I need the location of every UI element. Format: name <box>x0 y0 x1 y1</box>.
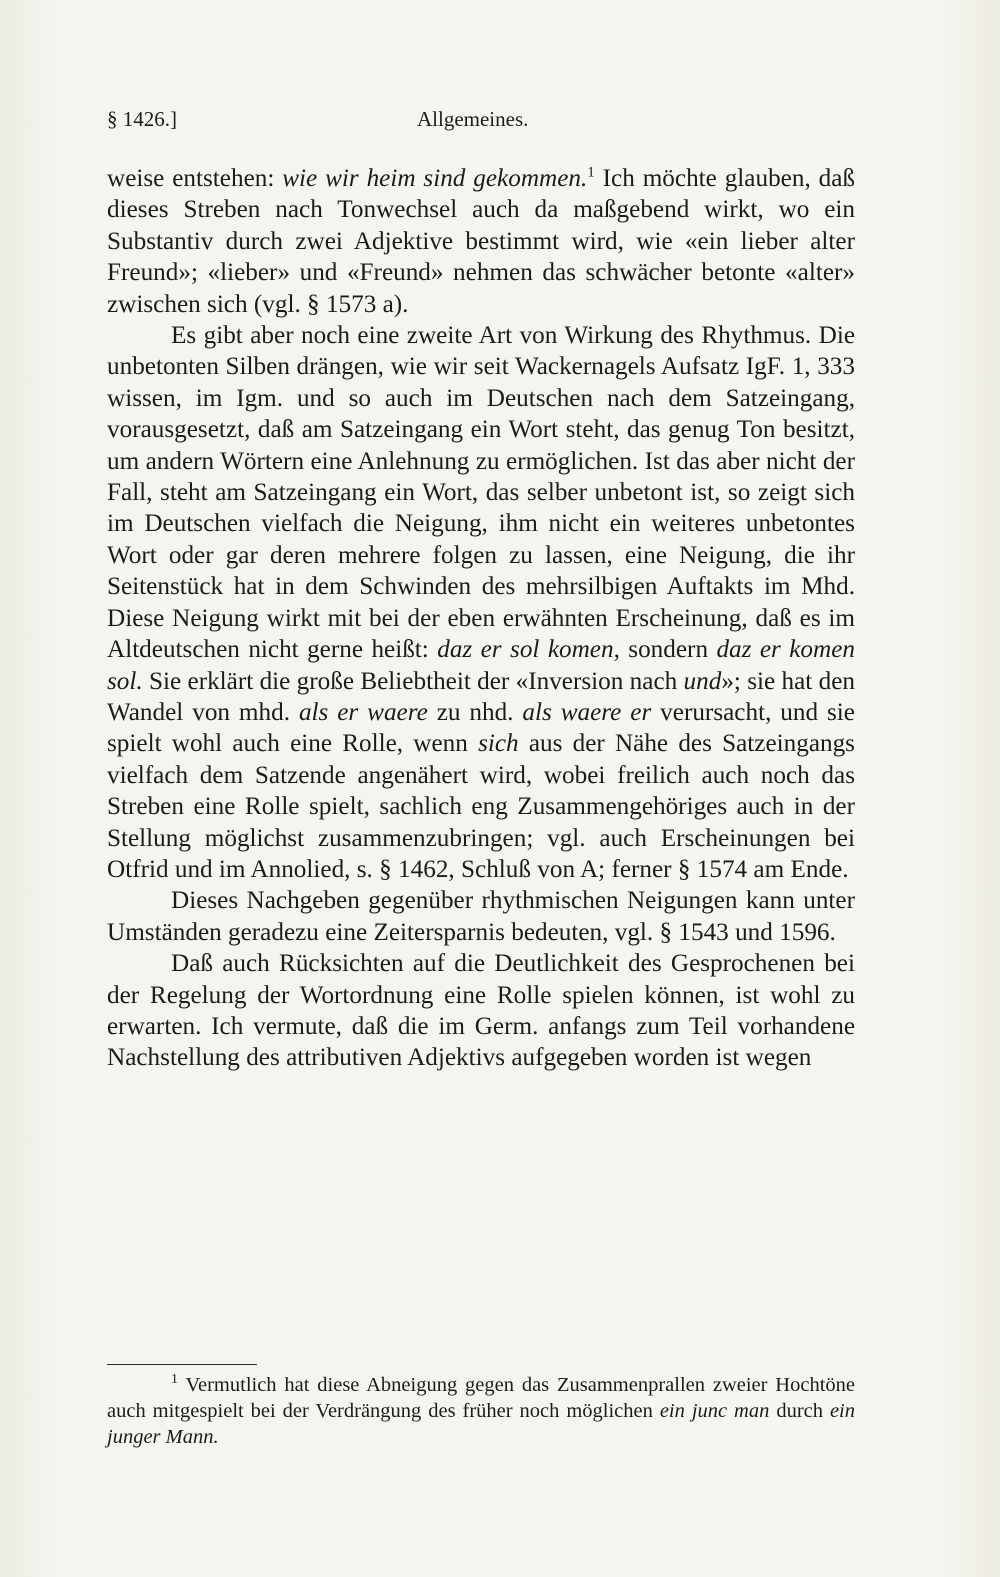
italic-text: sich <box>478 730 519 758</box>
italic-text: wie wir heim sind gekommen. <box>282 165 588 192</box>
footnote-text <box>107 1372 855 1450</box>
text-run: Daß auch Rücksichten auf die Deutlichkeit des Gesprochenen bei der Regelung der Wortordnung eine Rolle spielen können, ist wohl zu erwarten. Ich vermute, daß die im Germ. anfangs zum Teil vorhandene Nachstellung des attributiven Adjektivs aufgegeben worden ist wegen <box>107 950 855 1072</box>
text-run: Ich möchte glauben, daß dieses Streben nach Tonwechsel auch da maßgebend wirkt, wo ein Substantiv durch zwei Adjektive bestimmt wird, wie «ein lieber alter Freund»; «lieber» und «Freund» nehmen das schwächer betonte «alter» zwischen sich (vgl. § 1573 a). <box>107 165 855 318</box>
text-run: durch <box>769 1400 830 1422</box>
footnote-marker: 1 <box>587 164 595 181</box>
text-run: Dieses Nachgeben gegenüber rhythmischen Neigungen kann unter Umständen geradezu eine Zeitersparnis bedeuten, vgl. § 1543 und 1596. <box>107 887 855 946</box>
text-run: sondern <box>619 636 717 664</box>
italic-text: als waere er <box>522 698 652 726</box>
text-run: aus der Nähe des Satzeingangs vielfach dem Satzende angenähert wird, wobei freilich auch noch das Streben eine Rolle spielt, sachlich eng Zusammengehöriges auch in der Stellung möglichst zusammenzubringen; vgl. auch Erscheinungen bei Otfrid und im Annolied, s. § 1462, Schluß von A; ferner § 1574 am Ende. <box>107 730 855 883</box>
section-number: § 1426.] <box>107 107 177 131</box>
text-run: Sie erklärt die große Beliebtheit der «Inversion nach <box>142 667 684 695</box>
italic-text: daz er sol komen, <box>437 636 620 664</box>
text-run: Vermutlich hat diese Abneigung gegen das Zusammenprallen zweier Hochtöne auch mitgespielt bei der Verdrängung des früher noch möglichen <box>107 1374 855 1422</box>
footnote <box>107 1372 855 1450</box>
paragraph <box>107 320 855 885</box>
italic-text: ein junger Mann. <box>107 1400 855 1448</box>
italic-text: und <box>683 667 722 695</box>
paragraph <box>107 885 855 948</box>
text-run: verursacht, und sie spielt wohl auch eine Rolle, wenn <box>107 698 855 758</box>
text-run: »; sie hat den Wandel von mhd. <box>107 667 855 726</box>
footnote-marker: 1 <box>171 1372 178 1388</box>
text-run: weise entstehen: <box>107 165 283 192</box>
italic-text: daz er komen sol. <box>107 636 855 695</box>
paragraph <box>107 948 855 1074</box>
page-title: Allgemeines. <box>417 107 529 131</box>
paragraph <box>107 163 855 320</box>
text-run: zu nhd. <box>427 698 523 726</box>
italic-text: als er waere <box>298 698 428 726</box>
footnote-rule <box>107 1364 257 1365</box>
text-run: Es gibt aber noch eine zweite Art von Wirkung des Rhythmus. Die unbetonten Silben drängen, wie wir seit Wackernagels Aufsatz IgF. 1, 333 wissen, im Igm. und so auch im Deutschen nach dem Satzeingang, vorausgesetzt, daß am Satzeingang ein Wort steht, das genug Ton besitzt, um andern Wörtern eine Anlehnung zu ermöglichen. Ist das aber nicht der Fall, steht am Satzeingang ein Wort, das selber unbetont ist, so zeigt sich im Deutschen vielfach die Neigung, ihm nicht ein weiteres unbetontes Wort oder gar deren mehrere folgen zu lassen, eine Neigung, die ihr Seitenstück hat in dem Schwinden des mehrsilbigen Auftakts im Mhd. Diese Neigung wirkt mit bei der eben erwähnten Erscheinung, daß es im Altdeutschen nicht gerne heißt: <box>107 322 855 664</box>
running-header <box>107 104 855 138</box>
italic-text: ein junc man <box>659 1400 770 1422</box>
main-text <box>107 163 855 1074</box>
